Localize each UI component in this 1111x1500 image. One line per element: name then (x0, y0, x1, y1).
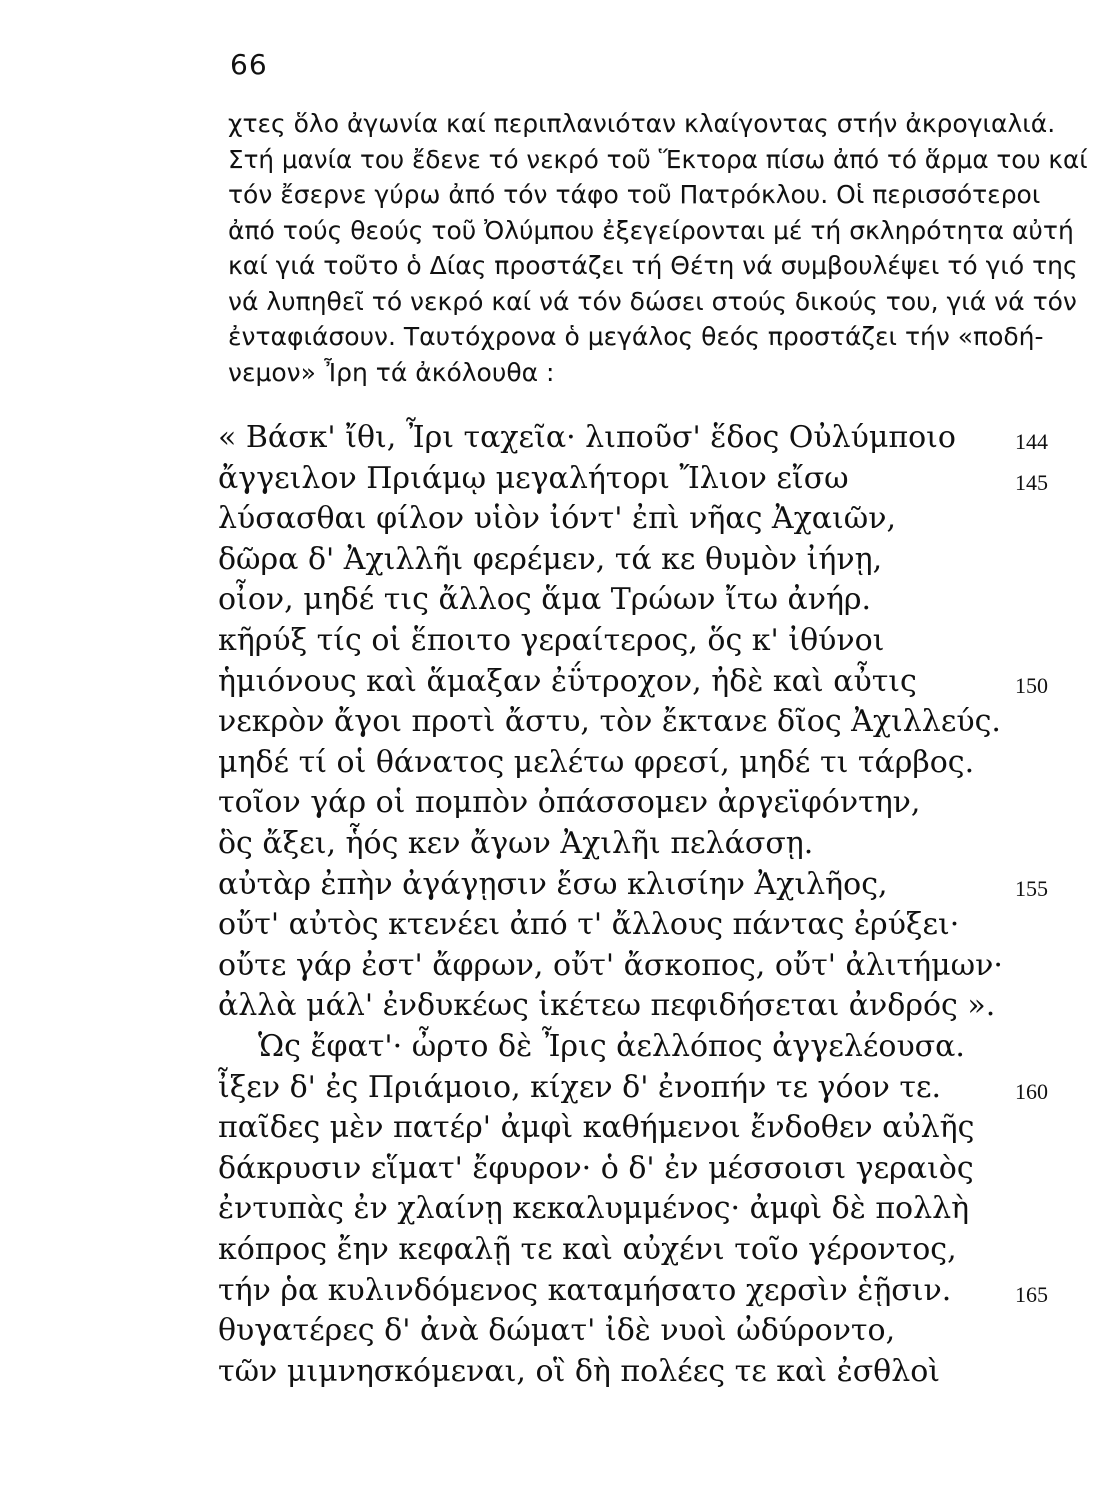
verse-line: ἐντυπὰς ἐν χλαίνῃ κεκαλυμμένος· ἀμφὶ δὲ πολλὴ (218, 1191, 970, 1226)
line-number: 145 (1015, 470, 1048, 495)
verse-line: ὃς ἄξει, ἧός κεν ἄγων Ἀχιλῆι πελάσσῃ. (218, 826, 814, 861)
verse-line: ἄγγειλον Πριάμῳ μεγαλήτορι Ἴλιον εἴσω (218, 461, 849, 496)
verse-line: παῖδες μὲν πατέρ' ἀμφὶ καθήμενοι ἔνδοθεν αὐλῆς (218, 1110, 975, 1145)
line-number: 155 (1015, 876, 1048, 901)
prose-line: Στή μανία του ἔδενε τό νεκρό τοῦ Ἕκτορα πίσω ἀπό τό ἅρμα του καί (228, 144, 1088, 174)
prose-line: νά λυπηθεῖ τό νεκρό καί νά τόν δώσει στούς δικούς του, γιά νά τόν (228, 286, 1077, 316)
prose-line: τόν ἔσερνε γύρω ἀπό τόν τάφο τοῦ Πατρόκλου. Οἱ περισσότεροι (228, 180, 1041, 209)
verse-line: ἀλλὰ μάλ' ἐνδυκέως ἱκέτεω πεφιδήσεται ἀνδρός ». (218, 988, 996, 1023)
verse-line: « Βάσκ' ἴθι, Ἶρι ταχεῖα· λιποῦσ' ἕδος Οὐλύμποιο (218, 420, 956, 455)
verse-line: οὔτε γάρ ἐστ' ἄφρων, οὔτ' ἄσκοπος, οὔτ' ἀλιτήμων· (218, 948, 1003, 983)
verse-line: αὐτὰρ ἐπὴν ἀγάγῃσιν ἔσω κλισίην Ἀχιλῆος, (218, 867, 888, 902)
line-number: 160 (1015, 1079, 1048, 1104)
prose-line: ἐνταφιάσουν. Ταυτόχρονα ὁ μεγάλος θεός προστάζει τήν «ποδή- (228, 322, 1044, 351)
verse-line: Ὡς ἔφατ'· ὦρτο δὲ Ἶρις ἀελλόπος ἀγγελέουσα. (258, 1029, 965, 1064)
verse-line: κῆρύξ τίς οἱ ἕποιτο γεραίτερος, ὅς κ' ἰθύνοι (218, 623, 885, 658)
verse-line: τῶν μιμνησκόμεναι, οἳ δὴ πολέες τε καὶ ἐσθλοὶ (218, 1354, 941, 1389)
page-number: 66 (230, 48, 268, 81)
verse-line: νεκρὸν ἄγοι προτὶ ἄστυ, τὸν ἔκτανε δῖος Ἀχιλλεύς. (218, 704, 1001, 739)
line-number: 150 (1015, 673, 1048, 698)
verse-line: κόπρος ἔην κεφαλῇ τε καὶ αὐχένι τοῖο γέροντος, (218, 1232, 957, 1267)
verse-line: ἡμιόνους καὶ ἅμαξαν ἐΰτροχον, ἠδὲ καὶ αὖτις (218, 664, 917, 699)
verse-line: μηδέ τί οἱ θάνατος μελέτω φρεσί, μηδέ τι τάρβος. (218, 745, 975, 780)
verse-line: τοῖον γάρ οἱ πομπὸν ὀπάσσομεν ἀργεϊφόντην, (218, 785, 921, 820)
prose-line: νεμον» Ἶρη τά ἀκόλουθα : (228, 357, 555, 387)
prose-line: ἀπό τούς θεούς τοῦ Ὀλύμπου ἐξεγείρονται μέ τή σκληρότητα αὐτή (228, 215, 1074, 245)
verse-line: οὔτ' αὐτὸς κτενέει ἀπό τ' ἄλλους πάντας ἐρύξει· (218, 907, 960, 942)
verse-line: δάκρυσιν εἵματ' ἔφυρον· ὁ δ' ἐν μέσσοισι γεραιὸς (218, 1151, 974, 1186)
verse-line: θυγατέρες δ' ἀνὰ δώματ' ἰδὲ νυοὶ ὠδύροντο, (218, 1313, 896, 1348)
line-number: 144 (1015, 429, 1048, 454)
prose-line: καί γιά τοῦτο ὁ Δίας προστάζει τή Θέτη νά συμβουλέψει τό γιό της (228, 251, 1078, 280)
verse-line: ἶξεν δ' ἐς Πριάμοιο, κίχεν δ' ἐνοπήν τε γόον τε. (218, 1070, 942, 1105)
prose-line: χτες ὅλο ἀγωνία καί περιπλανιόταν κλαίγοντας στήν ἀκρογιαλιά. (228, 109, 1056, 138)
verse-line: λύσασθαι φίλον υἱὸν ἰόντ' ἐπὶ νῆας Ἀχαιῶν, (218, 501, 897, 536)
verse-line: τήν ῥα κυλινδόμενος καταμήσατο χερσὶν ἑῇσιν. (218, 1273, 952, 1308)
verse-line: οἶον, μηδέ τις ἄλλος ἅμα Τρώων ἴτω ἀνήρ. (218, 582, 872, 617)
line-number: 165 (1015, 1282, 1048, 1307)
verse-line: δῶρα δ' Ἀχιλλῆι φερέμεν, τά κε θυμὸν ἰήνῃ, (218, 542, 883, 577)
